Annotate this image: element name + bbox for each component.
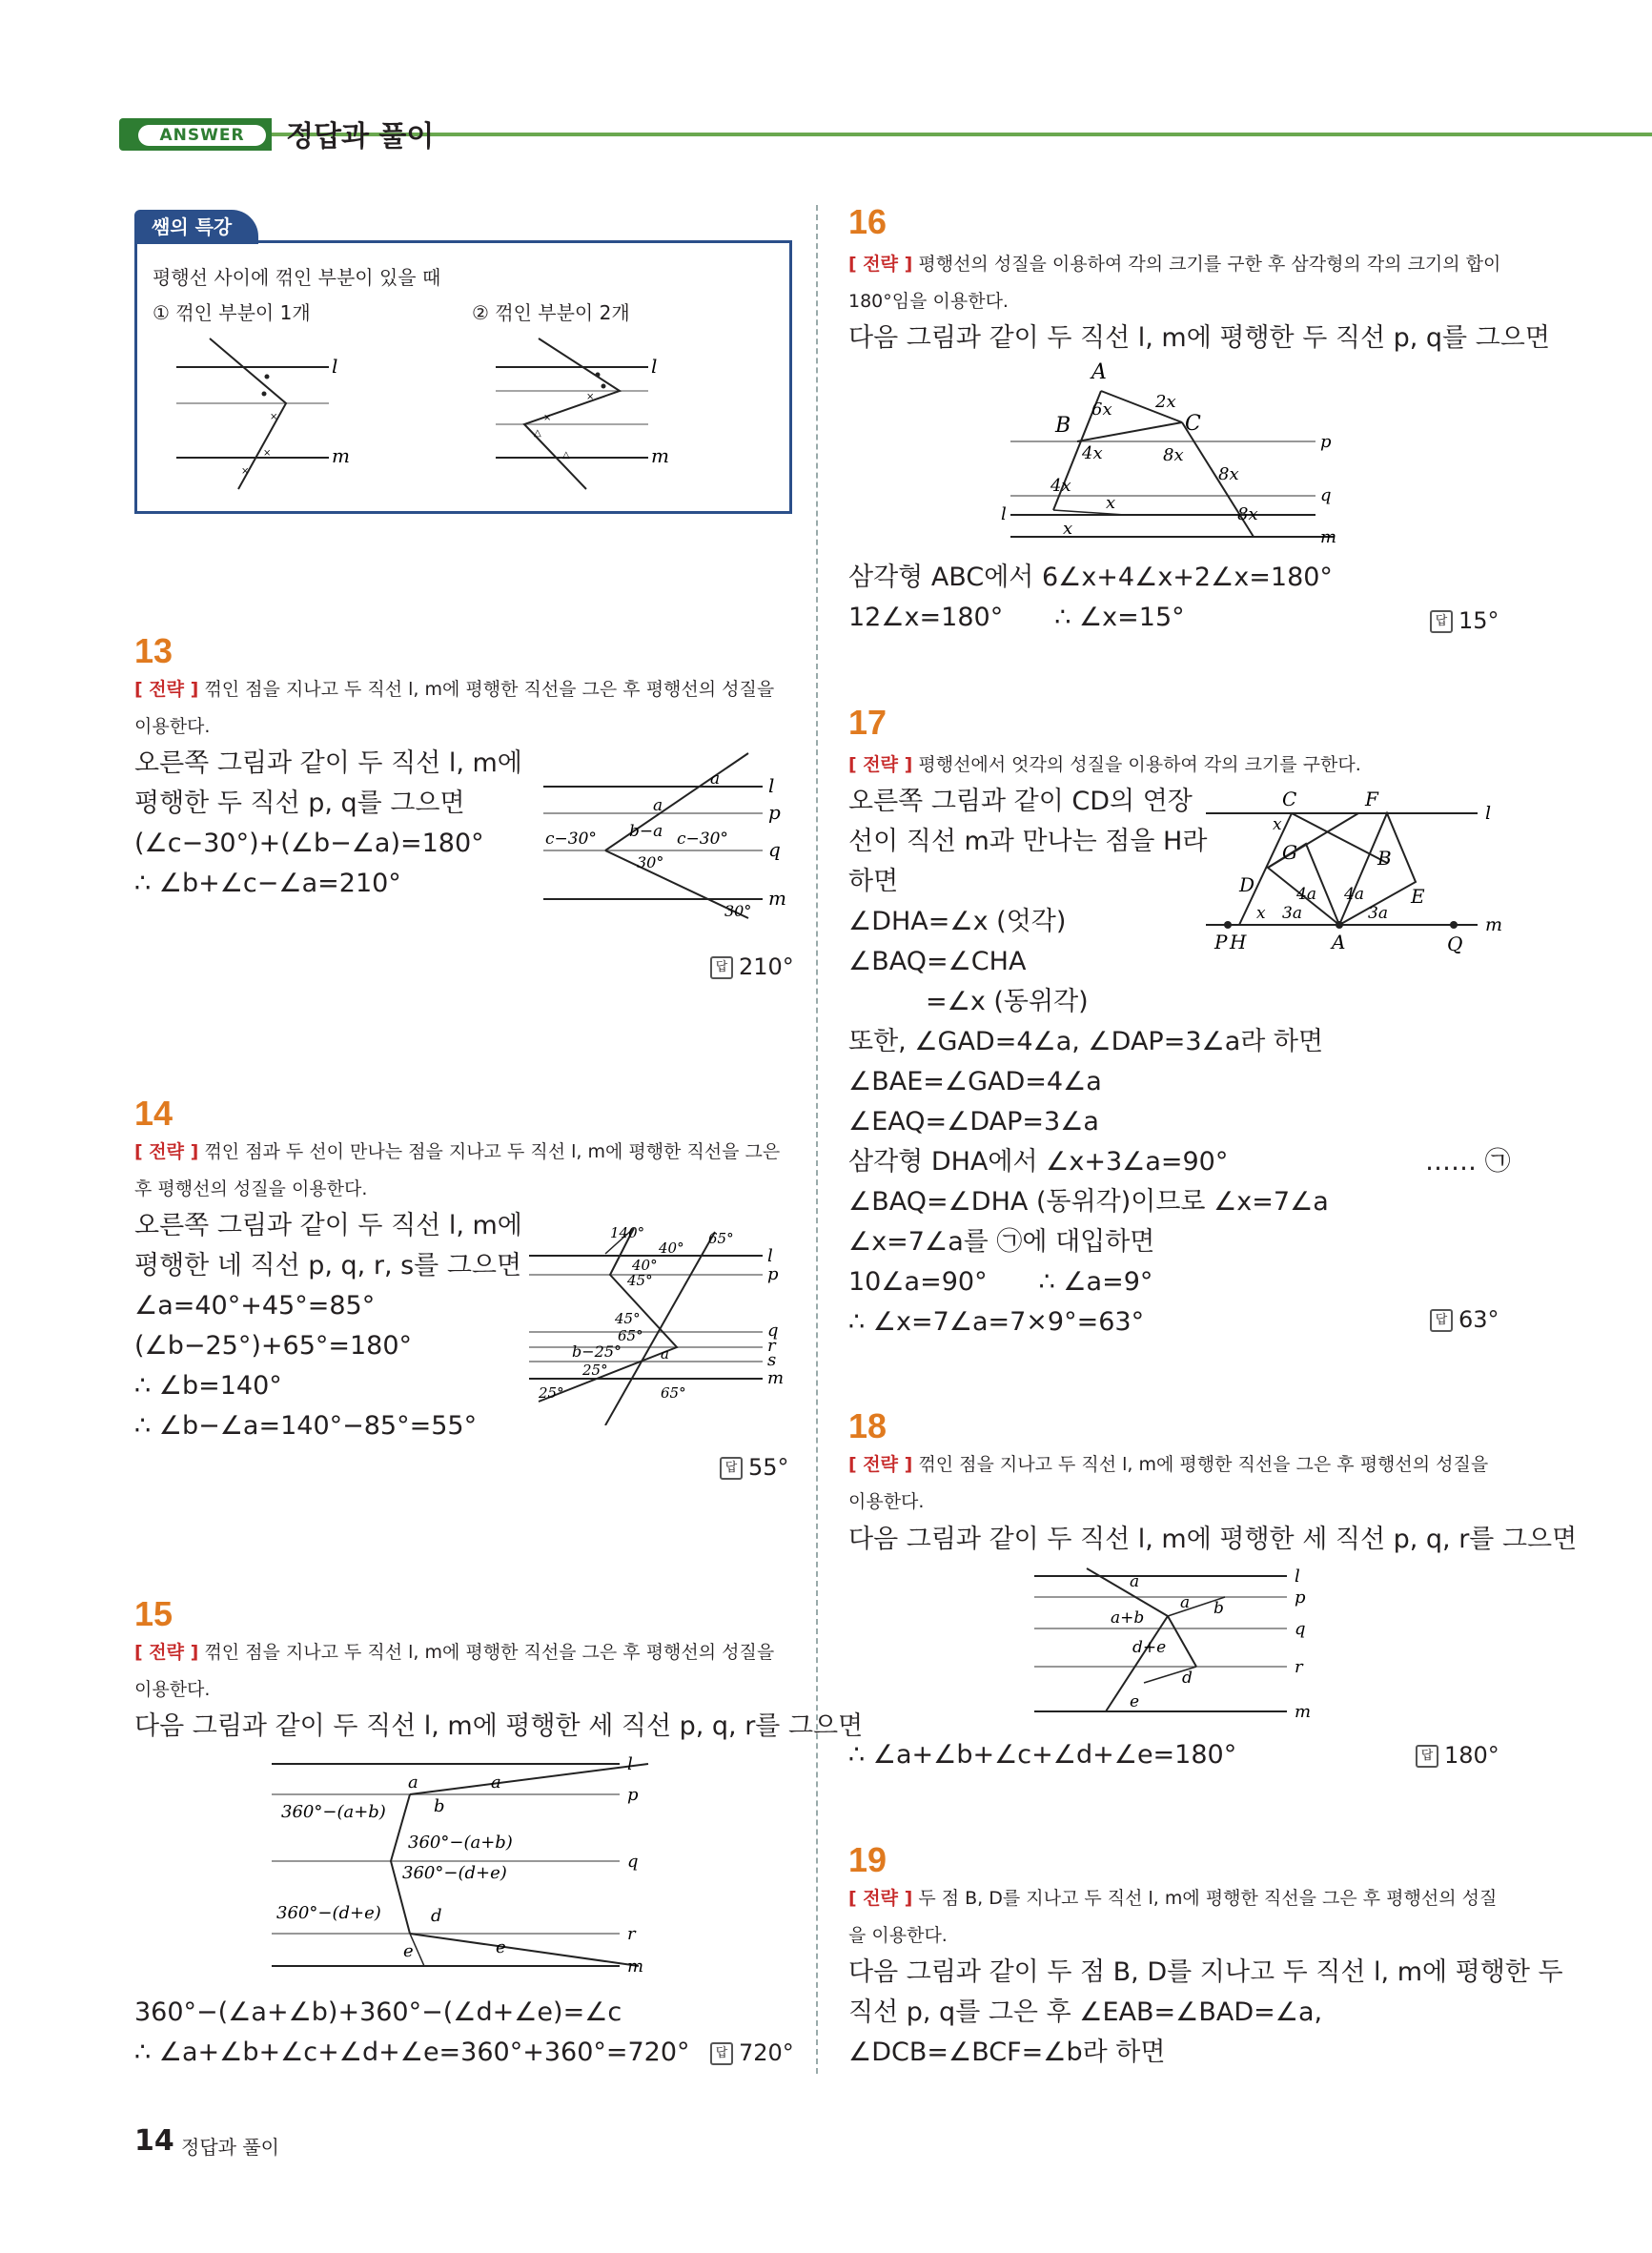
svg-text:b−a: b−a — [629, 822, 663, 841]
problem-15-answer: 답 720° — [710, 2039, 794, 2066]
svg-text:×: × — [270, 412, 278, 422]
svg-text:65°: 65° — [618, 1327, 643, 1344]
svg-text:a: a — [1130, 1572, 1140, 1591]
answer-badge: ANSWER — [138, 125, 266, 146]
svg-text:c−30°: c−30° — [677, 830, 728, 849]
problem-18-strategy: [ 전략 ] 꺾인 점을 지나고 두 직선 l, m에 평행한 직선을 그은 후 평행선의 성질을 이용한다. — [848, 1454, 1489, 1512]
svg-text:8x: 8x — [1163, 445, 1184, 465]
svg-text:m: m — [768, 887, 786, 910]
svg-text:l: l — [1485, 803, 1492, 824]
svg-text:A: A — [1332, 931, 1346, 953]
problem-16-intro: 다음 그림과 같이 두 직선 l, m에 평행한 두 직선 p, q를 그으면 — [848, 323, 1550, 353]
problem-17-number: 17 — [848, 703, 887, 742]
svg-text:65°: 65° — [661, 1384, 686, 1402]
svg-text:b: b — [434, 1796, 445, 1816]
header-title: 정답과 풀이 — [286, 120, 435, 154]
problem-13-diagram — [534, 748, 791, 925]
svg-text:a: a — [653, 796, 663, 815]
svg-text:4a: 4a — [1296, 885, 1316, 904]
svg-text:l: l — [767, 1246, 773, 1266]
svg-text:25°: 25° — [539, 1384, 564, 1402]
svg-text:G: G — [1282, 841, 1297, 864]
problem-14-answer: 답 55° — [720, 1454, 789, 1481]
svg-text:m: m — [1295, 1702, 1312, 1722]
svg-text:a+b: a+b — [1111, 1608, 1145, 1628]
svg-text:A: A — [1091, 360, 1107, 384]
tip2-l-label: l — [651, 355, 658, 378]
svg-text:r: r — [627, 1924, 636, 1944]
problem-14-diagram — [520, 1220, 796, 1425]
problem-16-number: 16 — [848, 202, 887, 241]
svg-text:65°: 65° — [708, 1230, 734, 1247]
svg-text:a: a — [710, 769, 721, 789]
svg-text:△: △ — [534, 428, 541, 439]
svg-text:×: × — [586, 392, 595, 402]
svg-text:25°: 25° — [582, 1362, 608, 1379]
svg-text:8x: 8x — [1237, 504, 1258, 524]
svg-text:p: p — [768, 801, 781, 824]
svg-text:r: r — [1295, 1657, 1303, 1677]
problem-15-solution: 360°−(∠a+∠b)+360°−(∠d+∠e)=∠c ∴ ∠a+∠b+∠c+∠d+∠e=360°+360°=720° — [134, 1997, 690, 2067]
svg-text:q: q — [1295, 1619, 1306, 1639]
svg-text:a: a — [408, 1772, 418, 1792]
svg-text:40°: 40° — [659, 1239, 684, 1257]
tip-diagram-2 — [491, 329, 691, 496]
svg-text:b: b — [1214, 1599, 1224, 1618]
problem-19-number: 19 — [848, 1840, 887, 1879]
svg-text:x: x — [1273, 815, 1282, 834]
problem-19-solution: 다음 그림과 같이 두 점 B, D를 지나고 두 직선 l, m에 평행한 두 직선 p, q를 그은 후 ∠EAB=∠BAD=∠a, ∠DCB=∠BCF=∠b라 하면 — [848, 1957, 1563, 2067]
problem-14-number: 14 — [134, 1094, 173, 1133]
svg-text:q: q — [767, 1321, 779, 1341]
svg-text:45°: 45° — [627, 1272, 653, 1289]
svg-text:30°: 30° — [724, 902, 752, 920]
svg-text:360°−(a+b): 360°−(a+b) — [408, 1833, 513, 1853]
svg-text:x: x — [1256, 904, 1266, 923]
svg-text:p: p — [767, 1264, 779, 1284]
problem-18-number: 18 — [848, 1406, 887, 1445]
svg-text:4x: 4x — [1082, 443, 1103, 463]
svg-text:a: a — [1180, 1593, 1191, 1612]
svg-text:d+e: d+e — [1132, 1638, 1167, 1657]
svg-text:s: s — [767, 1350, 777, 1370]
svg-text:e: e — [1130, 1692, 1140, 1711]
tip1-l-label: l — [332, 355, 338, 378]
svg-text:r: r — [767, 1336, 776, 1356]
svg-text:×: × — [543, 413, 552, 423]
svg-text:P: P — [1214, 931, 1228, 953]
problem-18-diagram — [1030, 1564, 1325, 1735]
svg-text:Q: Q — [1447, 932, 1463, 955]
svg-text:l: l — [627, 1754, 633, 1774]
svg-text:140°: 140° — [610, 1224, 645, 1241]
problem-16-solution: 삼각형 ABC에서 6∠x+4∠x+2∠x=180° 12∠x=180° ∴ ∠x=15° — [848, 563, 1333, 632]
problem-17-answer: 답 63° — [1430, 1306, 1499, 1333]
svg-text:e: e — [496, 1937, 506, 1957]
svg-text:p: p — [1295, 1587, 1306, 1608]
tip1-m-label: m — [332, 444, 350, 467]
svg-text:q: q — [768, 838, 781, 861]
svg-text:4a: 4a — [1344, 885, 1364, 904]
svg-text:e: e — [403, 1941, 414, 1961]
svg-text:△: △ — [562, 450, 570, 461]
svg-text:8x: 8x — [1218, 464, 1239, 484]
problem-19-strategy: [ 전략 ] 두 점 B, D를 지나고 두 직선 l, m에 평행한 직선을 그은 후 평행선의 성질을 이용한다. — [848, 1888, 1498, 1946]
tip-diagram-1 — [162, 329, 362, 496]
problem-18-solution: ∴ ∠a+∠b+∠c+∠d+∠e=180° — [848, 1740, 1237, 1770]
svg-text:D: D — [1239, 873, 1255, 896]
problem-14-solution: 오른쪽 그림과 같이 두 직선 l, m에 평행한 네 직선 p, q, r, s를 그으면 ∠a=40°+45°=85° (∠b−25°)+65°=180° ∴ ∠b=140° ∴ ∠b−∠a=140°−85°=55° — [134, 1211, 522, 1441]
problem-15-intro: 다음 그림과 같이 두 직선 l, m에 평행한 세 직선 p, q, r를 그으면 — [134, 1711, 864, 1741]
problem-13-answer: 답 210° — [710, 953, 794, 980]
footer-label: 정답과 풀이 — [181, 2136, 279, 2159]
svg-text:q: q — [627, 1852, 639, 1872]
svg-text:m: m — [1485, 914, 1503, 935]
svg-text:d: d — [431, 1906, 442, 1926]
problem-14-strategy: [ 전략 ] 꺾인 점과 두 선이 만나는 점을 지나고 두 직선 l, m에 평행한 직선을 그은 후 평행선의 성질을 이용한다. — [134, 1141, 781, 1199]
svg-text:B: B — [1377, 847, 1392, 870]
problem-17-solution: 오른쪽 그림과 같이 CD의 연장 선이 직선 m과 만나는 점을 H라 하면 ∠DHA=∠x (엇각) ∠BAQ=∠CHA =∠x (동위각) 또한, ∠GAD=4∠a, ∠DAP=3∠a라 하면 ∠BAE=∠GAD=4∠a ∠EAQ=∠DAP=3∠a 삼각형 DHA에서 ∠x+3∠a=90° ∠BAQ=∠DHA (동위각)이므로 ∠x=7∠a ∠x=7∠a를 ㉠에 대입하면 10∠a=90° ∴ ∠a=9° ∴ ∠x=7∠a=7×9°=63° — [848, 787, 1329, 1337]
problem-18-intro: 다음 그림과 같이 두 직선 l, m에 평행한 세 직선 p, q, r를 그으면 — [848, 1525, 1578, 1554]
svg-text:d: d — [1182, 1669, 1193, 1688]
svg-text:a: a — [661, 1345, 669, 1362]
svg-text:40°: 40° — [632, 1257, 658, 1274]
svg-text:30°: 30° — [637, 853, 664, 871]
svg-text:C: C — [1282, 788, 1297, 810]
svg-text:m: m — [767, 1368, 785, 1388]
svg-text:F: F — [1365, 788, 1378, 810]
svg-text:m: m — [1320, 527, 1337, 547]
tip-case1: ① 꺾인 부분이 1개 — [153, 301, 311, 324]
svg-text:2x: 2x — [1155, 392, 1176, 412]
svg-text:C: C — [1185, 412, 1201, 436]
problem-15-diagram — [267, 1754, 667, 1978]
problem-15-number: 15 — [134, 1594, 173, 1633]
problem-13-number: 13 — [134, 631, 173, 670]
page-number: 14 — [134, 2124, 174, 2158]
problem-16-answer: 답 15° — [1430, 607, 1499, 634]
svg-text:x: x — [1063, 519, 1073, 539]
svg-text:4x: 4x — [1050, 476, 1071, 496]
svg-text:c−30°: c−30° — [545, 830, 597, 849]
svg-text:3a: 3a — [1368, 904, 1388, 923]
svg-text:360°−(d+e): 360°−(d+e) — [402, 1863, 507, 1883]
svg-text:×: × — [263, 448, 272, 459]
problem-17-strategy: [ 전략 ] 평행선에서 엇각의 성질을 이용하여 각의 크기를 구한다. — [848, 754, 1361, 775]
svg-text:p: p — [627, 1785, 639, 1805]
problem-17-diagram — [1201, 787, 1516, 958]
svg-text:E: E — [1411, 885, 1425, 908]
svg-text:45°: 45° — [615, 1310, 641, 1327]
column-divider — [816, 205, 818, 2074]
svg-text:q: q — [1320, 485, 1332, 505]
svg-text:l: l — [1001, 504, 1007, 524]
tip2-m-label: m — [651, 444, 669, 467]
tip-case2: ② 꺾인 부분이 2개 — [472, 301, 630, 324]
problem-15-strategy: [ 전략 ] 꺾인 점을 지나고 두 직선 l, m에 평행한 직선을 그은 후 평행선의 성질을 이용한다. — [134, 1642, 775, 1700]
problem-16-strategy: [ 전략 ] 평행선의 성질을 이용하여 각의 크기를 구한 후 삼각형의 각의 크기의 합이 180°임을 이용한다. — [848, 254, 1501, 312]
svg-text:×: × — [241, 466, 250, 477]
svg-text:l: l — [768, 774, 775, 797]
svg-text:B: B — [1055, 414, 1071, 438]
tip-heading: 평행선 사이에 꺾인 부분이 있을 때 — [153, 266, 441, 289]
svg-text:m: m — [627, 1956, 644, 1976]
svg-text:H: H — [1230, 931, 1247, 953]
svg-text:360°−(a+b): 360°−(a+b) — [281, 1802, 386, 1822]
svg-text:a: a — [491, 1772, 501, 1792]
problem-18-answer: 답 180° — [1416, 1742, 1499, 1769]
problem-13-solution: 오른쪽 그림과 같이 두 직선 l, m에 평행한 두 직선 p, q를 그으면 (∠c−30°)+(∠b−∠a)=180° ∴ ∠b+∠c−∠a=210° — [134, 748, 522, 898]
problem-13-strategy: [ 전략 ] 꺾인 점을 지나고 두 직선 l, m에 평행한 직선을 그은 후 평행선의 성질을 이용한다. — [134, 679, 775, 737]
svg-text:p: p — [1320, 432, 1332, 452]
svg-text:x: x — [1106, 493, 1116, 513]
svg-text:b−25°: b−25° — [572, 1342, 622, 1361]
svg-text:360°−(d+e): 360°−(d+e) — [276, 1903, 381, 1923]
svg-text:l: l — [1295, 1567, 1300, 1587]
svg-text:6x: 6x — [1091, 399, 1112, 420]
problem-16-diagram — [991, 358, 1373, 548]
svg-text:3a: 3a — [1282, 904, 1302, 923]
tip-tab: 쌤의 특강 — [134, 210, 258, 244]
problem-17-mark: …… ㉠ — [1425, 1147, 1511, 1177]
